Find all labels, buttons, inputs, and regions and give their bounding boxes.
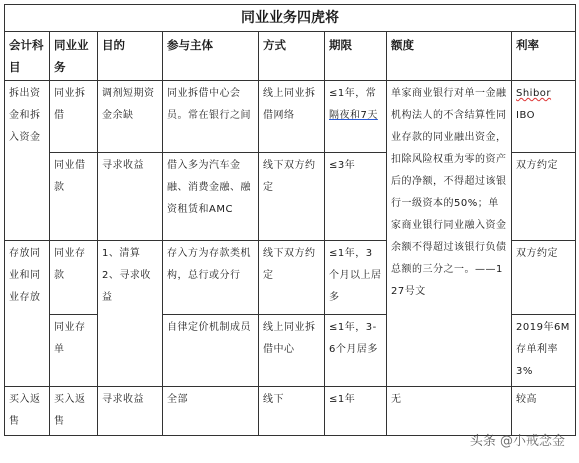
- cell-limit-merged: 单家商业银行对单一金融机构法人的不含结算性同业存款的同业融出资金，扣除风险权重为零的资产后的净额，不得超过该银行一级资本的50%；单家商业银行同业融入资金余额不得超过该银行负债总额的三分之一。——127号文: [387, 81, 512, 387]
- header-participants: 参与主体: [163, 32, 259, 81]
- header-term: 期限: [325, 32, 387, 81]
- header-rate: 利率: [512, 32, 576, 81]
- cell-business-4: 同业存单: [50, 315, 98, 387]
- cell-method-5: 线下: [259, 387, 325, 436]
- cell-purpose-1: 调剂短期资金余缺: [98, 81, 163, 153]
- header-method: 方式: [259, 32, 325, 81]
- header-business: 同业业务: [50, 32, 98, 81]
- cell-category-3: 存放同业和同业存放: [5, 241, 50, 387]
- term-highlight-1: 隔夜和7天: [329, 110, 378, 121]
- cell-purpose-2: 寻求收益: [98, 153, 163, 241]
- cell-term-2: ≤3年: [325, 153, 387, 241]
- cell-rate-1: [512, 81, 576, 153]
- header-category: 会计科目: [5, 32, 50, 81]
- cell-category-5: 买入返售: [5, 387, 50, 436]
- cell-participants-3: 存入方为存款类机构，总行或分行: [163, 241, 259, 315]
- watermark-platform: 头条: [469, 434, 496, 449]
- header-purpose: 目的: [98, 32, 163, 81]
- cell-method-1: 线上同业拆借网络: [259, 81, 325, 153]
- cell-purpose-3: 1、清算 2、寻求收益: [98, 241, 163, 387]
- header-limit: 额度: [387, 32, 512, 81]
- cell-term-4: ≤1年，3-6个月居多: [325, 315, 387, 387]
- cell-method-2: 线下双方约定: [259, 153, 325, 241]
- cell-method-4: 线上同业拆借中心: [259, 315, 325, 387]
- rate-suffix-1: IBO: [516, 110, 536, 121]
- cell-rate-4: 2019年6M存单利率3%: [512, 315, 576, 387]
- cell-term-5: ≤1年: [325, 387, 387, 436]
- rate-prefix-1: Shibor: [516, 88, 552, 99]
- cell-method-3: 线下双方约定: [259, 241, 325, 315]
- cell-rate-5: 较高: [512, 387, 576, 436]
- cell-business-5: 买入返售: [50, 387, 98, 436]
- interbank-table: [4, 4, 576, 436]
- watermark-handle: @小戒念金: [499, 434, 565, 449]
- term-prefix-1: ≤1年，常: [329, 88, 377, 99]
- cell-term-1: [325, 81, 387, 153]
- table-title: 同业业务四虎将: [5, 5, 576, 32]
- cell-business-3: 同业存款: [50, 241, 98, 315]
- cell-rate-2: 双方约定: [512, 153, 576, 241]
- cell-participants-1: 同业拆借中心会员。常在银行之间: [163, 81, 259, 153]
- cell-limit-5: 无: [387, 387, 512, 436]
- cell-purpose-5: 寻求收益: [98, 387, 163, 436]
- cell-business-2: 同业借款: [50, 153, 98, 241]
- cell-participants-4: 自律定价机制成员: [163, 315, 259, 387]
- watermark: [470, 430, 565, 449]
- cell-business-1: 同业拆借: [50, 81, 98, 153]
- document: [4, 4, 575, 436]
- cell-rate-3: 双方约定: [512, 241, 576, 315]
- cell-participants-2: 借入多为汽车金融、消费金融、融资租赁和AMC: [163, 153, 259, 241]
- cell-category-1: 拆出资金和拆入资金: [5, 81, 50, 241]
- cell-participants-5: 全部: [163, 387, 259, 436]
- cell-term-3: ≤1年，3个月以上居多: [325, 241, 387, 315]
